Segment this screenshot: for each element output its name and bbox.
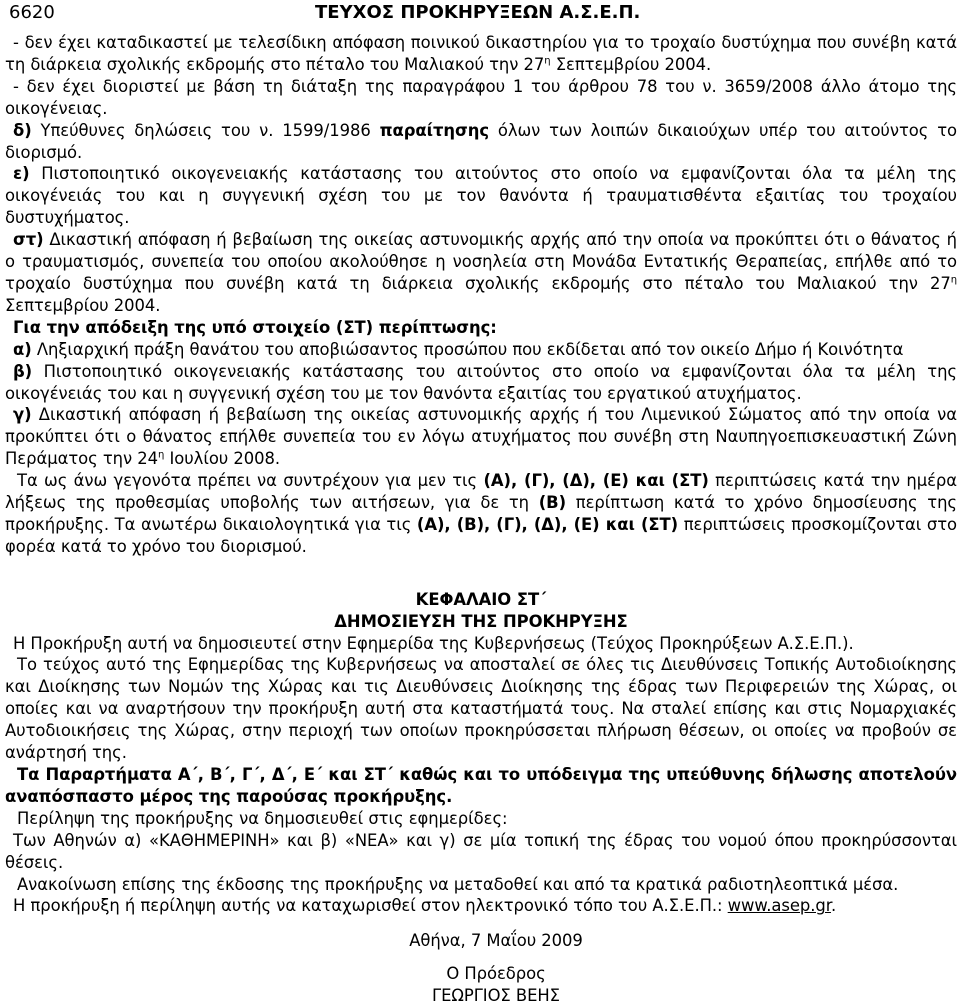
- signature-place-date: Αθήνα, 7 Μαΐου 2009: [409, 931, 583, 951]
- spacer: [5, 917, 957, 930]
- signature-name: ΓΕΩΡΓΙΟΣ ΒΕΗΣ: [432, 986, 560, 1006]
- paragraph-publication: Η Προκήρυξη αυτή να δημοσιευτεί στην Εφημερίδα της Κυβερνήσεως (Τεύχος Προκηρύξεων Α.Σ.Ε.Π.).: [13, 633, 854, 653]
- paragraph-st-proof-heading: Για την απόδειξη της υπό στοιχείο (ΣΤ) περίπτωσης:: [13, 317, 497, 337]
- paragraph-st-court-decision: στ) Δικαστική απόφαση ή βεβαίωση της οικείας αστυνομικής αρχής από την οποία να προκύπτει ότι ο θάνατος ή ο τραυματισμός, συνεπεία του οποίου ακολούθησε η νοσηλεία στη Μονάδα Εντατικής Θεραπείας, επήλθε από το τροχαίο δυστύχημα που συνέβη κατά τη διάρκεια σχολικής εκδρομής στο πέταλο του Μαλιακού την $27^\eta$ Σεπτεμβρίου 2004.: [5, 230, 957, 315]
- item-label: α): [13, 339, 32, 359]
- spacer: [5, 952, 957, 963]
- paragraph-c-court-decision: γ) Δικαστική απόφαση ή βεβαίωση της οικείας αστυνομικής αρχής ή του Λιμενικού Σώματος από την οποία να προκύπτει ότι ο θάνατος επήλθε συνεπεία του εν λόγω ατυχήματος που συνέβη στη Ναυπηγοεπισκευαστική Ζώνη Περάματος την $24^\eta$ Ιουλίου 2008.: [5, 405, 957, 469]
- paragraph-summary-newspapers: Περίληψη της προκήρυξης να δημοσιευθεί στις εφημερίδες:: [17, 808, 508, 828]
- item-label: στ): [13, 230, 44, 250]
- paragraph-b-family-certificate: β) Πιστοποιητικό οικογενειακής κατάστασης του αιτούντος στο οποίο να εμφανίζονται όλα τα μέλη της οικογένειάς του και η συγγενική σχέση του με τον θανόντα εξαιτίας του εργατικού ατυχήματος.: [5, 361, 957, 403]
- paragraph-distribution: Το τεύχος αυτό της Εφημερίδας της Κυβερνήσεως να αποσταλεί σε όλες τις Διευθύνσεις Τοπικής Αυτοδιοίκησης και Διοίκησης των Νομών της Χώρας και τις Διευθύνσεις Διοίκησης της έδρας των Περιφερειών της Χώρας, οι οποίες και να αναρτήσουν την προκήρυξη αυτή στα καταστήματά τους. Να σταλεί επίσης και στις Νομαρχιακές Αυτοδιοικήσεις της Χώρας, στην περιοχή των οποίων προκηρύσσεται πλήρωση θέσεων, οι οποίες να προβούν σε ανάρτησή της.: [5, 655, 957, 763]
- item-label: δ): [13, 120, 32, 140]
- paragraph-website: Η προκήρυξη ή περίληψη αυτής να καταχωρισθεί στον ηλεκτρονικό τόπο του Α.Σ.Ε.Π.: www.asep.gr.: [13, 896, 837, 916]
- paragraph-d-declarations: δ) Υπεύθυνες δηλώσεις του ν. 1599/1986 παραίτησης όλων των λοιπών δικαιούχων υπέρ του αιτούντος το διορισμό.: [5, 120, 958, 162]
- issue-title: ΤΕΥΧΟΣ ΠΡΟΚΗΡΥΞΕΩΝ Α.Σ.Ε.Π.: [315, 2, 641, 23]
- chapter-title: ΚΕΦΑΛΑΙΟ ΣΤ΄: [415, 589, 547, 609]
- paragraph-e-family-certificate: ε) Πιστοποιητικό οικογενειακής κατάστασης του αιτούντος στο οποίο να εμφανίζονται όλα τα μέλη της οικογένειάς του και η συγγενική σχέση του με τον θανόντα ή τραυματισθέντα εξαιτίας του τροχαίου δυστυχήματος.: [5, 164, 957, 228]
- paragraph-appointment: - δεν έχει διοριστεί με βάση τη διάταξη της παραγράφου 1 του άρθρου 78 του ν. 3659/2008 άλλο άτομο της οικογένειας.: [5, 76, 957, 118]
- paragraph-newspapers-list: Των Αθηνών α) «ΚΑΘΗΜΕΡΙΝΗ» και β) «ΝΕΑ» και γ) σε μία τοπική της έδρας του νομού όπου προκηρύσσονται θέσεις.: [5, 830, 957, 872]
- paragraph-annexes: Τα Παραρτήματα Α΄, Β΄, Γ΄, Δ΄, Ε΄ και ΣΤ΄ καθώς και το υπόδειγμα της υπεύθυνης δήλωσης αποτελούν αναπόσπαστο μέρος της παρούσας προκήρυξης.: [5, 765, 957, 806]
- paragraph-conditions-timing: Τα ως άνω γεγονότα πρέπει να συντρέχουν για μεν τις (Α), (Γ), (Δ), (Ε) και (ΣΤ) περιπτώσεις κατά την ημέρα λήξεως της προθεσμίας υποβολής των αιτήσεων, για δε τη (Β) περίπτωση κατά το χρόνο δημοσίευσης της προκήρυξης. Τα ανωτέρω δικαιολογητικά για τις (Α), (Β), (Γ), (Δ), (Ε) και (ΣΤ) περιπτώσεις προσκομίζονται στο φορέα κατά το χρόνο του διορισμού.: [5, 471, 958, 556]
- item-label: β): [13, 361, 33, 381]
- spacer: [5, 558, 957, 589]
- chapter-subtitle: ΔΗΜΟΣΙΕΥΣΗ ΤΗΣ ΠΡΟΚΗΡΥΞΗΣ: [334, 611, 628, 631]
- signature-role: Ο Πρόεδρος: [446, 964, 546, 984]
- paragraph-conviction: - δεν έχει καταδικαστεί με τελεσίδικη απόφαση ποινικού δικαστηρίου για το τροχαίο δυστύχημα που συνέβη κατά τη διάρκεια σχολικής εκδρομής στο πέταλο του Μαλιακού την $27^\eta$ Σεπτεμβρίου 2004.: [5, 33, 957, 74]
- page-header: [5, 0, 957, 30]
- item-label: ε): [13, 164, 30, 184]
- page-number: 6620: [9, 2, 55, 23]
- item-label: γ): [13, 405, 32, 425]
- asep-website-link[interactable]: www.asep.gr: [727, 896, 831, 916]
- paragraph-broadcast: Ανακοίνωση επίσης της έκδοσης της προκήρυξης να μεταδοθεί και από τα κρατικά ραδιοτηλεοπτικά μέσα.: [17, 874, 899, 894]
- paragraph-a-death-certificate: α) Ληξιαρχική πράξη θανάτου του αποβιώσαντος προσώπου που εκδίδεται από τον οικείο Δήμο ή Κοινότητα: [13, 339, 904, 359]
- document-body: [5, 32, 957, 1007]
